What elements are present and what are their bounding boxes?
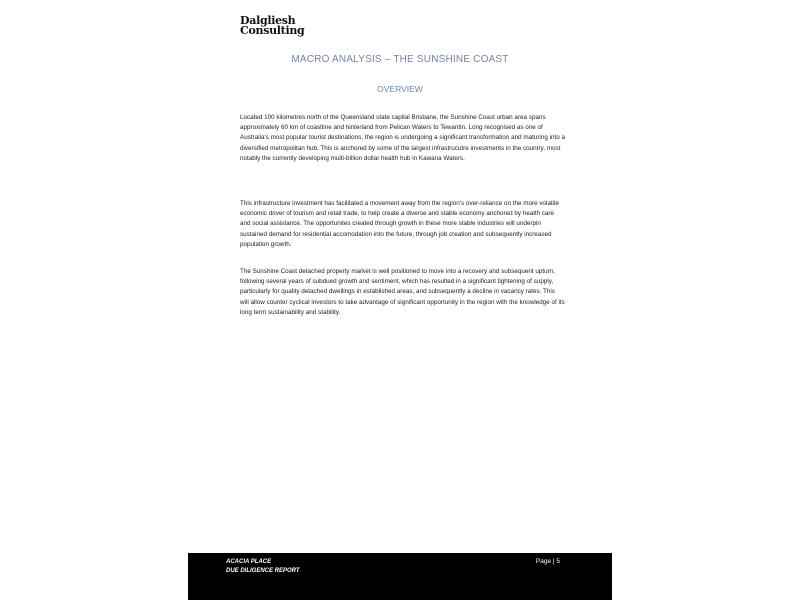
paragraph-infrastructure: This infrastructure investment has facilitated a movement away from the region's over-reliance on the more volatile economic driver of tourism and retail trade, to help create a diverse and stable economy anchored by health care and social assistance. The opportunites created through growth in these more stable industries will underpin sustained demand for residential accomodation into the future, through job creation and subsequently increased population growth.: [240, 200, 559, 248]
company-logo: [240, 16, 304, 36]
page-footer: [188, 553, 612, 600]
paragraph-location: Located 100 kilometres north of the Queensland state capital Brisbane, the Sunshine Coast urban area spans approximately 60 km of coastline and hinterland from Pelican Waters to Tewantin. Long recognised as one of Australia's most popular tourist destinations, the region is undergoing a significant transformation and maturing into a diversified metropolitan hub. This is anchored by some of the largest infrastrucutre investments in the country, most notably the currently developing multi-billion dollar health hub in Kawana Waters.: [240, 114, 565, 162]
logo-line-2: Consulting: [240, 24, 305, 37]
section-heading: OVERVIEW: [377, 84, 423, 94]
footer-project-name: ACACIA PLACE: [226, 559, 272, 565]
footer-report-name: [226, 558, 300, 575]
logo-line-1: Dalgliesh: [240, 14, 296, 27]
page-number: Page | 5: [535, 558, 560, 565]
page-title: MACRO ANALYSIS – THE SUNSHINE COAST: [291, 54, 509, 65]
footer-report-type: DUE DILIGENCE REPORT: [226, 567, 300, 574]
paragraph-property-market: The Sunshine Coast detached property market is well positioned to move into a recovery and subsequent upturn, following several years of subdued growth and sentiment, which has resulted in a significant tightening of supply, particularly for quality detached dwellings in established areas, and subsequently a decline in vacancy rates. This will allow counter cyclical investors to take advantage of significant opportunity in the region with the knowledge of its long term sustainability and stability.: [240, 268, 565, 316]
